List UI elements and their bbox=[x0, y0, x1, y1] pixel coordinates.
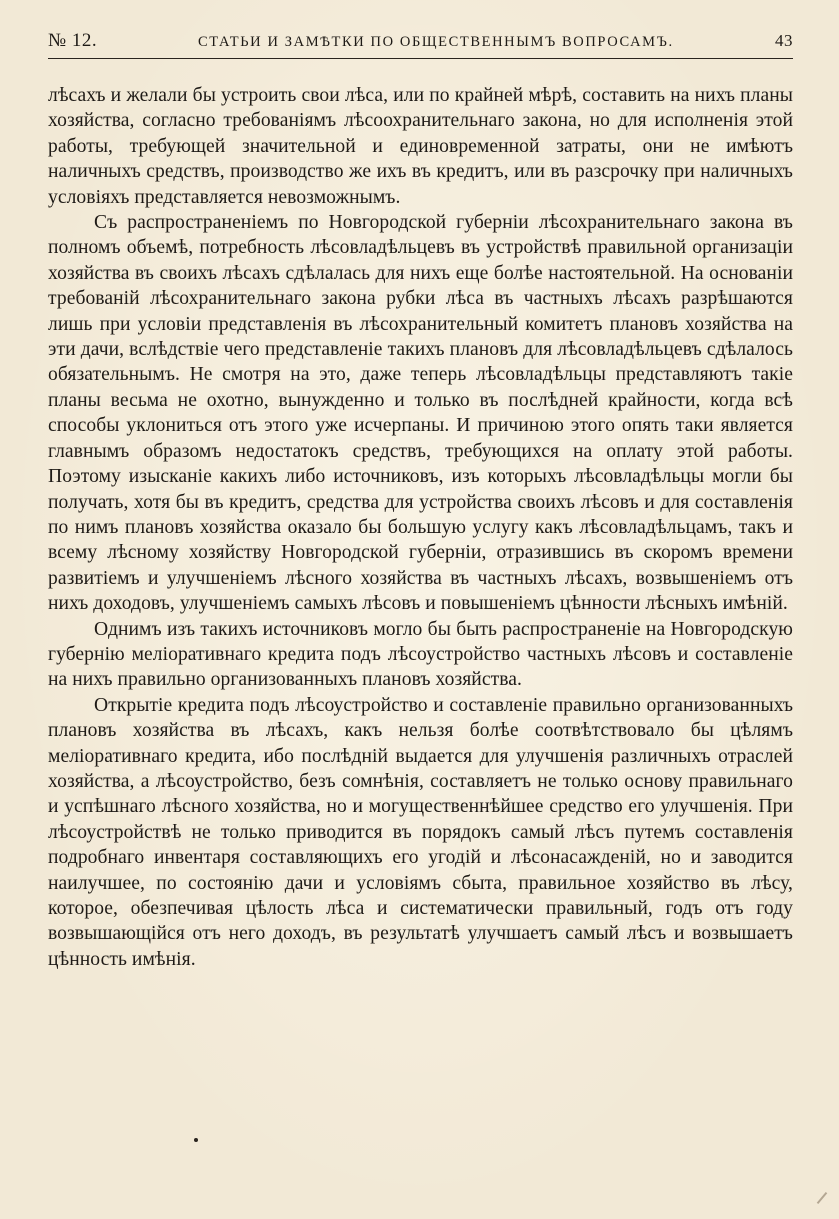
running-header bbox=[48, 30, 793, 59]
paragraph: Съ распространеніемъ по Новгородской губерніи лѣсохранительнаго закона въ полномъ объемѣ, потребность лѣсовладѣльцевъ въ устройствѣ правильной организаціи хозяйства въ своихъ лѣсахъ сдѣлалась для нихъ еще болѣе настоятельной. На основаніи требованій лѣсохранительнаго закона рубки лѣса въ частныхъ лѣсахъ разрѣшаются лишь при условіи представленія въ лѣсохранительный комитетъ плановъ хозяйства на эти дачи, вслѣдствіе чего представленіе такихъ плановъ для лѣсовладѣльцевъ сдѣлалось обязательнымъ. Не смотря на это, даже теперь лѣсовладѣльцы представляютъ такіе планы весьма не охотно, вынужденно и только въ послѣдней крайности, когда всѣ способы уклониться отъ этого уже исчерпаны. И причиною этого опять таки является главнымъ образомъ недостатокъ средствъ, требующихся на оплату этой работы. Поэтому изысканіе какихъ либо источниковъ, изъ которыхъ лѣсовладѣльцы могли бы получать, хотя бы въ кредитъ, средства для устройства своихъ лѣсовъ и для составленія по нимъ плановъ хозяйства оказало бы большую услугу какъ лѣсовладѣльцамъ, такъ и всему лѣсному хозяйству Новгородской губерніи, отразившись въ скоромъ времени развитіемъ и улучшеніемъ лѣсного хозяйства въ частныхъ лѣсахъ, возвышеніемъ отъ нихъ доходовъ, улучшеніемъ самыхъ лѣсовъ и повышеніемъ цѣнности лѣсныхъ имѣній. bbox=[48, 212, 793, 615]
paragraph: Однимъ изъ такихъ источниковъ могло бы быть распространеніе на Новгородскую губернію меліоративнаго кредита подъ лѣсоустройство частныхъ лѣсовъ и составленіе на нихъ правильно организованныхъ плановъ хозяйства. bbox=[48, 618, 793, 691]
running-title: СТАТЬИ И ЗАМѢТКИ ПО ОБЩЕСТВЕННЫМЪ ВОПРОСАМЪ. bbox=[198, 34, 674, 50]
corner-mark bbox=[817, 1192, 828, 1204]
paragraph-continued: лѣсахъ и желали бы устроить свои лѣса, или по крайней мѣрѣ, составить на нихъ планы хозяйства, согласно требованіямъ лѣсоохранительнаго закона, но для исполненія этой работы, требующей значительной и единовременной затраты, они не имѣютъ наличныхъ средствъ, производство же ихъ въ кредитъ, или въ разсрочку при наличныхъ условіяхъ представляется невозможнымъ. bbox=[48, 85, 793, 208]
body-text bbox=[48, 83, 793, 972]
issue-number: № 12. bbox=[48, 30, 98, 51]
ink-dot bbox=[194, 1138, 198, 1142]
paragraph: Открытіе кредита подъ лѣсоустройство и составленіе правильно организованныхъ плановъ хозяйства въ лѣсахъ, какъ нельзя болѣе соотвѣтствовало бы цѣлямъ меліоративнаго кредита, ибо послѣдній выдается для улучшенія различныхъ отраслей хозяйства, а лѣсоустройство, безъ сомнѣнія, составляетъ не только основу правильнаго и успѣшнаго лѣсного хозяйства, но и могущественнѣйшее средство его улучшенія. При лѣсоустройствѣ не только приводится въ порядокъ самый лѣсъ путемъ составленія подробнаго инвентаря составляющихъ его угодій и лѣсонасажденій, но и заводится наилучшее, по состоянію дачи и условіямъ сбыта, правильное хозяйство въ лѣсу, которое, обезпечивая цѣлость лѣса и систематически правильный, годъ отъ году возвышающійся отъ него доходъ, въ результатѣ улучшаетъ самый лѣсъ и возвышаетъ цѣнность имѣнія. bbox=[48, 694, 793, 970]
page-number: 43 bbox=[775, 31, 793, 50]
